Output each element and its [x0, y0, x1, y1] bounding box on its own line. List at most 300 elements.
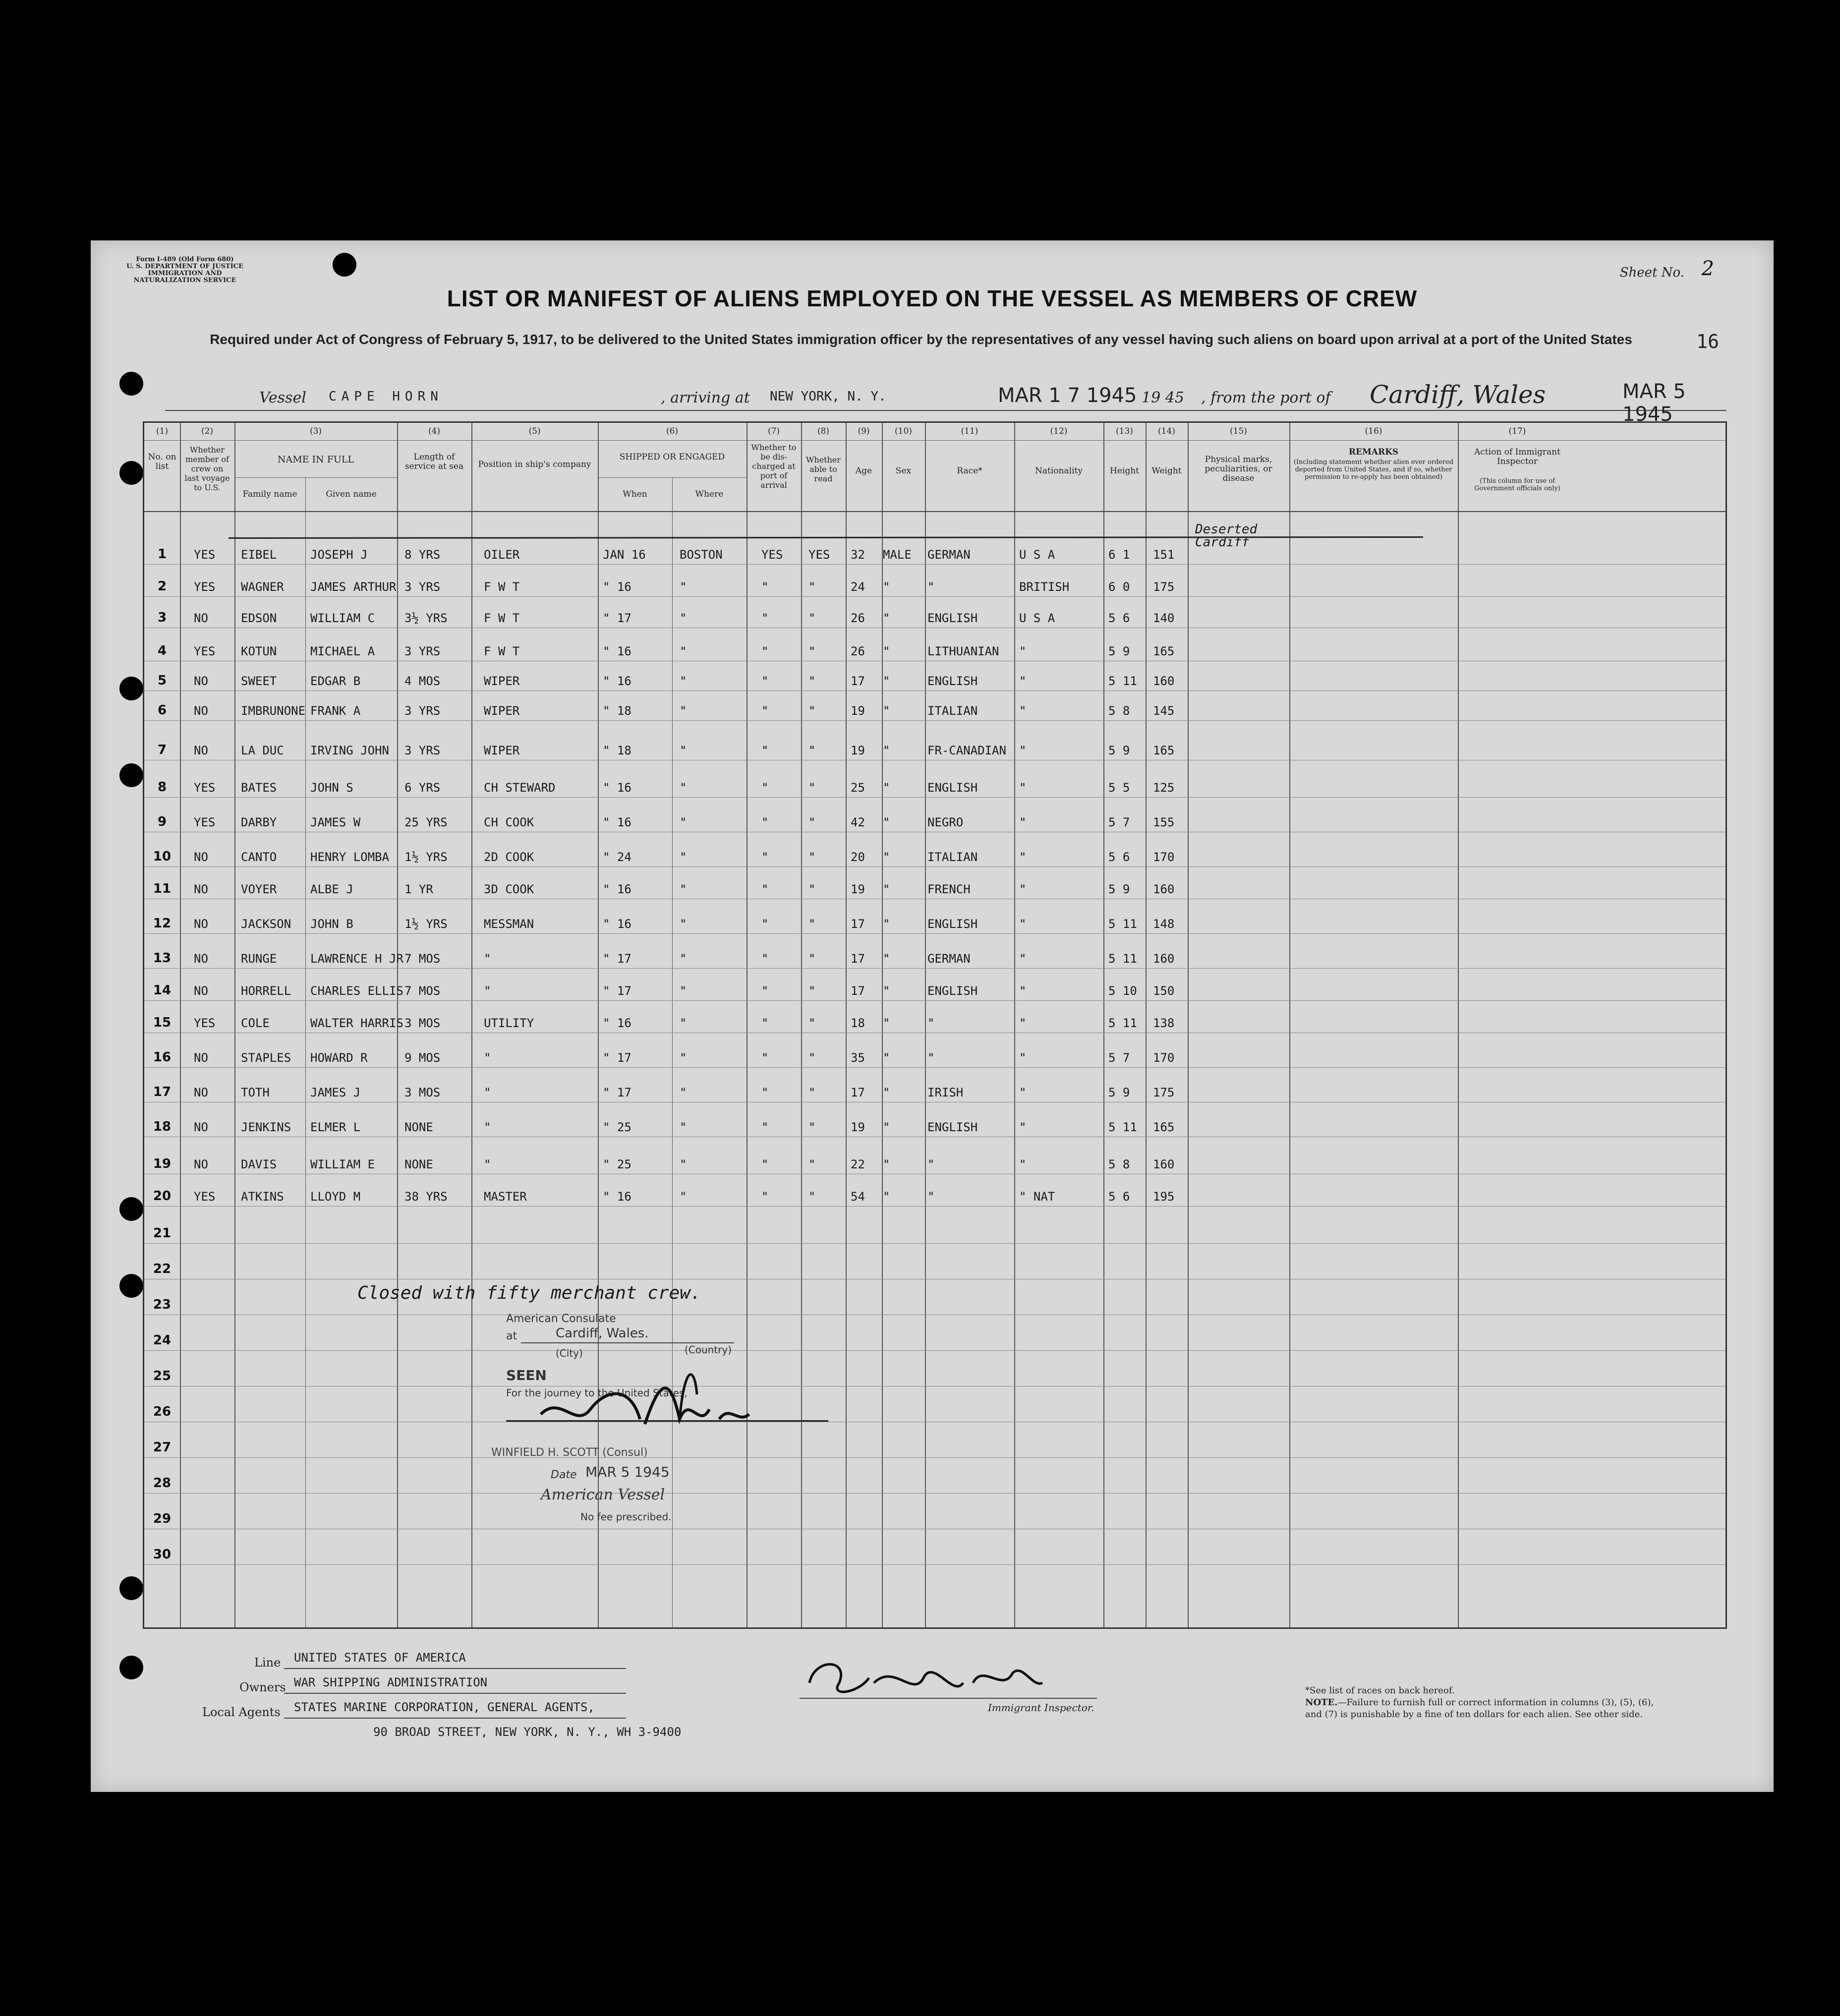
row-last-voyage: NO [194, 1051, 208, 1065]
col-divider [1289, 423, 1290, 1627]
consulate-date-value: MAR 5 1945 [585, 1464, 670, 1480]
agents-underline [284, 1718, 626, 1719]
owners-value: WAR SHIPPING ADMINISTRATION [294, 1675, 488, 1689]
row-family-name: IMBRUNONE [241, 704, 306, 718]
consulate-hand-note: American Vessel [541, 1486, 665, 1503]
row-height: 5 9 [1108, 1086, 1130, 1099]
row-nationality: " [1019, 917, 1027, 931]
row-able-read: " [808, 952, 816, 966]
col-num: (13) [1116, 426, 1133, 436]
row-family-name: JACKSON [241, 917, 291, 931]
row-length-service: 1 YR [404, 882, 433, 896]
row-weight: 155 [1153, 815, 1175, 829]
row-position: " [484, 1051, 491, 1065]
row-shipped-where: " [680, 917, 687, 931]
row-length-service: 3 MOS [404, 1086, 441, 1099]
consul-signature-icon [531, 1365, 779, 1434]
row-age: 54 [851, 1190, 865, 1204]
row-shipped-where: " [680, 1190, 687, 1204]
row-discharged: " [761, 674, 769, 688]
vessel-row [165, 380, 1726, 426]
row-discharged: " [761, 1157, 769, 1171]
row-number: 18 [153, 1119, 172, 1134]
row-weight: 195 [1153, 1190, 1175, 1204]
shipped-sub-line [598, 477, 747, 478]
row-sex: " [883, 1016, 890, 1030]
row-position: " [484, 1086, 491, 1099]
row-able-read: " [808, 1190, 816, 1204]
row-number: 2 [157, 579, 167, 594]
col-divider [180, 423, 181, 1627]
row-age: 25 [851, 781, 865, 795]
punch-hole [119, 372, 143, 396]
arrival-date-stamp: MAR 1 7 1945 [998, 384, 1137, 407]
row-shipped-where: " [680, 1157, 687, 1171]
row-sex: " [883, 952, 890, 966]
row-shipped-where: " [680, 850, 687, 864]
row-length-service: NONE [404, 1120, 433, 1134]
row-given-name: JOHN S [310, 781, 353, 795]
row-height: 5 8 [1108, 1157, 1130, 1171]
row-line [144, 596, 1725, 597]
row-weight: 175 [1153, 1086, 1175, 1099]
closing-note: Closed with fifty merchant crew. [357, 1283, 701, 1303]
row-race: " [927, 1190, 935, 1204]
row-discharged: " [761, 917, 769, 931]
row-sex: " [883, 1086, 890, 1099]
empty-row-number: 28 [153, 1476, 172, 1491]
row-line [144, 1206, 1725, 1207]
row-able-read: " [808, 984, 816, 998]
row-line [144, 1564, 1725, 1565]
row-sex: " [883, 1051, 890, 1065]
row-weight: 160 [1153, 674, 1175, 688]
row-weight: 148 [1153, 917, 1175, 931]
row-able-read: " [808, 580, 816, 594]
row-age: 17 [851, 674, 865, 688]
empty-row-number: 21 [153, 1226, 172, 1241]
row-race: NEGRO [927, 815, 964, 829]
row-shipped-where: " [680, 580, 687, 594]
col-divider [1188, 423, 1189, 1627]
row-number: 13 [153, 951, 172, 966]
row-position: CH STEWARD [484, 781, 556, 795]
row-height: 5 11 [1108, 1016, 1137, 1030]
row-nationality: " [1019, 882, 1027, 896]
row-length-service: 7 MOS [404, 952, 441, 966]
row-nationality: " [1019, 674, 1027, 688]
race-note: *See list of races on back hereof. [1305, 1685, 1455, 1696]
row-position: " [484, 952, 491, 966]
row-given-name: JAMES J [310, 1086, 361, 1099]
row-race: IRISH [927, 1086, 964, 1099]
row-age: 32 [851, 548, 865, 562]
row-last-voyage: YES [194, 644, 216, 658]
row-sex: " [883, 984, 890, 998]
arriving-port: NEW YORK, N. Y. [770, 389, 886, 404]
row-given-name: MICHAEL A [310, 644, 375, 658]
row-sex: " [883, 704, 890, 718]
row-line [144, 1067, 1725, 1068]
row-given-name: JOHN B [310, 917, 353, 931]
col-num: (7) [767, 426, 780, 436]
col-num: (1) [156, 426, 169, 436]
name-sub-line [234, 477, 397, 478]
row-shipped-when: " 25 [603, 1120, 632, 1134]
punch-hole [119, 1576, 143, 1600]
row-nationality: " [1019, 952, 1027, 966]
row-family-name: SWEET [241, 674, 277, 688]
col-num: (17) [1508, 426, 1526, 436]
row-length-service: 3 YRS [404, 644, 441, 658]
row-discharged: " [761, 644, 769, 658]
col-num: (6) [666, 426, 679, 436]
row-discharged: " [761, 882, 769, 896]
col-divider [801, 423, 802, 1627]
row-line [144, 1243, 1725, 1244]
row-discharged: " [761, 1051, 769, 1065]
row-length-service: NONE [404, 1157, 433, 1171]
row-race: ITALIAN [927, 704, 978, 718]
consulate-city-line [521, 1342, 734, 1343]
page-title: LIST OR MANIFEST OF ALIENS EMPLOYED ON THE VESSEL AS MEMBERS OF CREW [447, 286, 1418, 311]
row-weight: 125 [1153, 781, 1175, 795]
manifest-sheet [91, 240, 1774, 1792]
row-number: 10 [153, 849, 172, 864]
empty-row-number: 25 [153, 1369, 172, 1383]
row-weight: 160 [1153, 952, 1175, 966]
row-shipped-when: JAN 16 [603, 548, 646, 562]
row-sex: " [883, 781, 890, 795]
consulate-consul: WINFIELD H. SCOTT (Consul) [491, 1446, 648, 1459]
row-length-service: 3 YRS [404, 704, 441, 718]
row-number: 9 [157, 814, 167, 829]
row-family-name: COLE [241, 1016, 270, 1030]
row-height: 5 9 [1108, 882, 1130, 896]
arriving-label: , arriving at [661, 389, 750, 406]
department: U. S. DEPARTMENT OF JUSTICE [126, 263, 243, 270]
row-height: 5 11 [1108, 917, 1137, 931]
row-nationality: " [1019, 1086, 1027, 1099]
row-line [144, 1493, 1725, 1494]
row-family-name: ATKINS [241, 1190, 284, 1204]
row-shipped-where: BOSTON [680, 548, 723, 562]
col-divider [925, 423, 926, 1627]
header-line [144, 440, 1725, 441]
row-shipped-where: " [680, 1051, 687, 1065]
row-sex: " [883, 917, 890, 931]
row-race: FR-CANADIAN [927, 744, 1006, 757]
row-last-voyage: NO [194, 1086, 208, 1099]
punch-hole [119, 1656, 143, 1679]
row-weight: 140 [1153, 611, 1175, 625]
row-length-service: 7 MOS [404, 984, 441, 998]
row-shipped-when: " 16 [603, 1016, 632, 1030]
row-race: FRENCH [927, 882, 971, 896]
row-sex: " [883, 1120, 890, 1134]
row-able-read: " [808, 1120, 816, 1134]
row-age: 20 [851, 850, 865, 864]
row-age: 18 [851, 1016, 865, 1030]
agents-address: 90 BROAD STREET, NEW YORK, N. Y., WH 3-9400 [373, 1725, 682, 1739]
row-age: 19 [851, 1120, 865, 1134]
row-able-read: " [808, 644, 816, 658]
row-race: ENGLISH [927, 674, 978, 688]
agents-label: Local Agents [202, 1705, 281, 1719]
col-divider [846, 423, 847, 1627]
row-last-voyage: YES [194, 815, 216, 829]
row-able-read: " [808, 704, 816, 718]
row-last-voyage: NO [194, 611, 208, 625]
row-position: UTILITY [484, 1016, 534, 1030]
row-length-service: 8 YRS [404, 548, 441, 562]
row-height: 5 8 [1108, 704, 1130, 718]
row-nationality: U S A [1019, 611, 1055, 625]
row-shipped-where: " [680, 815, 687, 829]
row-shipped-where: " [680, 1120, 687, 1134]
row-age: 17 [851, 917, 865, 931]
col-num: (11) [961, 426, 978, 436]
row-shipped-when: " 17 [603, 984, 632, 998]
row-last-voyage: NO [194, 882, 208, 896]
owners-underline [284, 1693, 626, 1694]
row-given-name: JOSEPH J [310, 548, 368, 562]
row-given-name: JAMES ARTHUR [310, 580, 397, 594]
row-sex: " [883, 580, 890, 594]
row-weight: 151 [1153, 548, 1175, 562]
from-port: Cardiff, Wales [1370, 380, 1546, 409]
row-line [144, 1000, 1725, 1001]
row-last-voyage: NO [194, 674, 208, 688]
departure-date-stamp: MAR 5 1945 [1622, 380, 1686, 426]
agents-value: STATES MARINE CORPORATION, GENERAL AGENTS, [294, 1700, 595, 1714]
row-sex: " [883, 850, 890, 864]
row-sex: " [883, 1157, 890, 1171]
row-family-name: VOYER [241, 882, 277, 896]
row-sex: " [883, 674, 890, 688]
col-num: (5) [528, 426, 541, 436]
page-subtitle: Required under Act of Congress of February 5, 1917, to be delivered to the United States immigration officer by the representatives of any vessel having such aliens on board upon arrival at a port of the United States [210, 332, 1632, 347]
row-age: 42 [851, 815, 865, 829]
row-shipped-when: " 16 [603, 781, 632, 795]
row-family-name: STAPLES [241, 1051, 291, 1065]
row-nationality: " [1019, 850, 1027, 864]
header-nationality: Nationality [1035, 466, 1083, 476]
row-race: ENGLISH [927, 1120, 978, 1134]
header-discharged: Whether to be dis-charged at port of arrival [751, 443, 797, 490]
row-line [144, 968, 1725, 969]
consulate-city-value: Cardiff, Wales. [556, 1326, 649, 1341]
row-able-read: " [808, 1051, 816, 1065]
punch-hole [119, 763, 143, 787]
row-weight: 160 [1153, 1157, 1175, 1171]
row-weight: 145 [1153, 704, 1175, 718]
row-family-name: CANTO [241, 850, 277, 864]
consulate-line1: American Consulate [506, 1313, 616, 1325]
header-name-in-full: NAME IN FULL [277, 454, 354, 465]
row-shipped-when: " 17 [603, 1086, 632, 1099]
row-position: " [484, 1157, 491, 1171]
row-age: 19 [851, 882, 865, 896]
row-nationality: " [1019, 984, 1027, 998]
row-discharged: " [761, 704, 769, 718]
row-height: 6 1 [1108, 548, 1130, 562]
header-given-name: Given name [326, 489, 377, 499]
row-discharged: " [761, 1190, 769, 1204]
row-family-name: HORRELL [241, 984, 291, 998]
row-number: 17 [153, 1085, 172, 1099]
row-discharged: " [761, 580, 769, 594]
row-position: F W T [484, 611, 520, 625]
row-length-service: 3 MOS [404, 1016, 441, 1030]
row-shipped-when: " 17 [603, 952, 632, 966]
row-height: 5 6 [1108, 611, 1130, 625]
row-family-name: RUNGE [241, 952, 277, 966]
header-no-on-list: No. on list [148, 452, 176, 471]
row-given-name: WALTER HARRIS [310, 1016, 403, 1030]
row-number: 8 [157, 780, 167, 795]
row-height: 5 6 [1108, 1190, 1130, 1204]
row-number: 7 [157, 743, 167, 757]
row-able-read: " [808, 1157, 816, 1171]
row-weight: 160 [1153, 882, 1175, 896]
row-nationality: BRITISH [1019, 580, 1070, 594]
consulate-seen: SEEN [506, 1367, 547, 1383]
row-position: 3D COOK [484, 882, 534, 896]
header-member-last: Whether member of crew on last voyage to U.S. [184, 445, 230, 492]
row-race: " [927, 1157, 935, 1171]
row-age: 17 [851, 952, 865, 966]
punch-hole [119, 1197, 143, 1221]
row-position: MASTER [484, 1190, 527, 1204]
row-number: 4 [157, 643, 167, 658]
col-num: (12) [1050, 426, 1068, 436]
row-sex: " [883, 611, 890, 625]
row-shipped-where: " [680, 644, 687, 658]
row-discharged: " [761, 1086, 769, 1099]
row-line [144, 797, 1725, 798]
footer [165, 1643, 1726, 1782]
col-num: (8) [817, 426, 830, 436]
row-discharged: " [761, 952, 769, 966]
row-length-service: 1½ YRS [404, 850, 448, 864]
row-line [144, 866, 1725, 867]
col-num: (14) [1158, 426, 1175, 436]
row-able-read: " [808, 1086, 816, 1099]
row-shipped-when: " 18 [603, 744, 632, 757]
row-last-voyage: NO [194, 850, 208, 864]
row-nationality: " NAT [1019, 1190, 1055, 1204]
row-discharged: " [761, 815, 769, 829]
row-shipped-when: " 24 [603, 850, 632, 864]
inspector-label: Immigrant Inspector. [988, 1702, 1094, 1714]
row-age: 24 [851, 580, 865, 594]
row-shipped-where: " [680, 704, 687, 718]
service: IMMIGRATION AND NATURALIZATION SERVICE [133, 270, 236, 284]
row-sex: " [883, 882, 890, 896]
row-shipped-when: " 16 [603, 580, 632, 594]
row-sex: " [883, 815, 890, 829]
row-race: ITALIAN [927, 850, 978, 864]
header-shipped: SHIPPED OR ENGAGED [619, 452, 725, 462]
punch-hole [119, 1274, 143, 1298]
row-position: " [484, 1120, 491, 1134]
row-weight: 175 [1153, 580, 1175, 594]
consulate-fee: No fee prescribed. [580, 1511, 672, 1523]
row-shipped-when: " 16 [603, 1190, 632, 1204]
row-position: WIPER [484, 744, 520, 757]
empty-row-number: 22 [153, 1262, 172, 1276]
row-height: 5 10 [1108, 984, 1137, 998]
row-last-voyage: NO [194, 1157, 208, 1171]
row-nationality: " [1019, 1120, 1027, 1134]
row-shipped-when: " 17 [603, 611, 632, 625]
crew-table [143, 421, 1727, 1629]
row-length-service: 9 MOS [404, 1051, 441, 1065]
row-position: WIPER [484, 674, 520, 688]
col-divider [1146, 423, 1147, 1627]
row-position: WIPER [484, 704, 520, 718]
header-read: Whether able to read [805, 455, 841, 483]
note-text: —Failure to furnish full or correct information in columns (3), (5), (6), and (7) is punishable by a fine of ten dollars for each alien. See other side. [1305, 1697, 1654, 1720]
row-given-name: ALBE J [310, 882, 353, 896]
row-height: 5 7 [1108, 815, 1130, 829]
year-label: 19 45 [1142, 389, 1184, 406]
col-divider [1458, 423, 1459, 1627]
row-shipped-when: " 16 [603, 644, 632, 658]
row-shipped-where: " [680, 781, 687, 795]
row-given-name: WILLIAM E [310, 1157, 375, 1171]
row-number: 11 [153, 881, 172, 896]
col-divider-sub [305, 477, 306, 1627]
row-able-read: " [808, 781, 816, 795]
row-nationality: " [1019, 644, 1027, 658]
row-race: LITHUANIAN [927, 644, 999, 658]
row-position: CH COOK [484, 815, 534, 829]
row-shipped-when: " 18 [603, 704, 632, 718]
row-able-read: " [808, 744, 816, 757]
row-age: 17 [851, 984, 865, 998]
header-action-note: (This column for use of Government officials only) [1474, 477, 1560, 492]
row-family-name: EDSON [241, 611, 277, 625]
empty-row-number: 30 [153, 1547, 172, 1562]
row-shipped-when: " 16 [603, 674, 632, 688]
row-line [144, 933, 1725, 934]
row-race: GERMAN [927, 952, 971, 966]
header-position: Position in ship's company [478, 460, 591, 469]
row-nationality: " [1019, 744, 1027, 757]
row-2-physical-note: Deserted Cardiff [1195, 522, 1258, 550]
row-given-name: FRANK A [310, 704, 361, 718]
row-given-name: CHARLES ELLIS [310, 984, 403, 998]
row-race: " [927, 1051, 935, 1065]
row-shipped-when: " 16 [603, 917, 632, 931]
col-num: (2) [201, 426, 214, 436]
row-race: ENGLISH [927, 781, 978, 795]
row-last-voyage: YES [194, 548, 216, 562]
col-num: (10) [895, 426, 912, 436]
row-height: 5 11 [1108, 952, 1137, 966]
vessel-underline [165, 410, 1726, 411]
vessel-name: CAPE HORN [329, 389, 443, 404]
row-position: " [484, 984, 491, 998]
row-able-read: " [808, 850, 816, 864]
line-underline [284, 1668, 626, 1669]
header-height: Height [1110, 466, 1139, 476]
header-remarks-note: (Including statement whether alien ever ordered deported from United States, and if so, whether permission to re-apply has been obtained) [1293, 459, 1454, 481]
col-divider [234, 423, 235, 1627]
row-shipped-where: " [680, 952, 687, 966]
